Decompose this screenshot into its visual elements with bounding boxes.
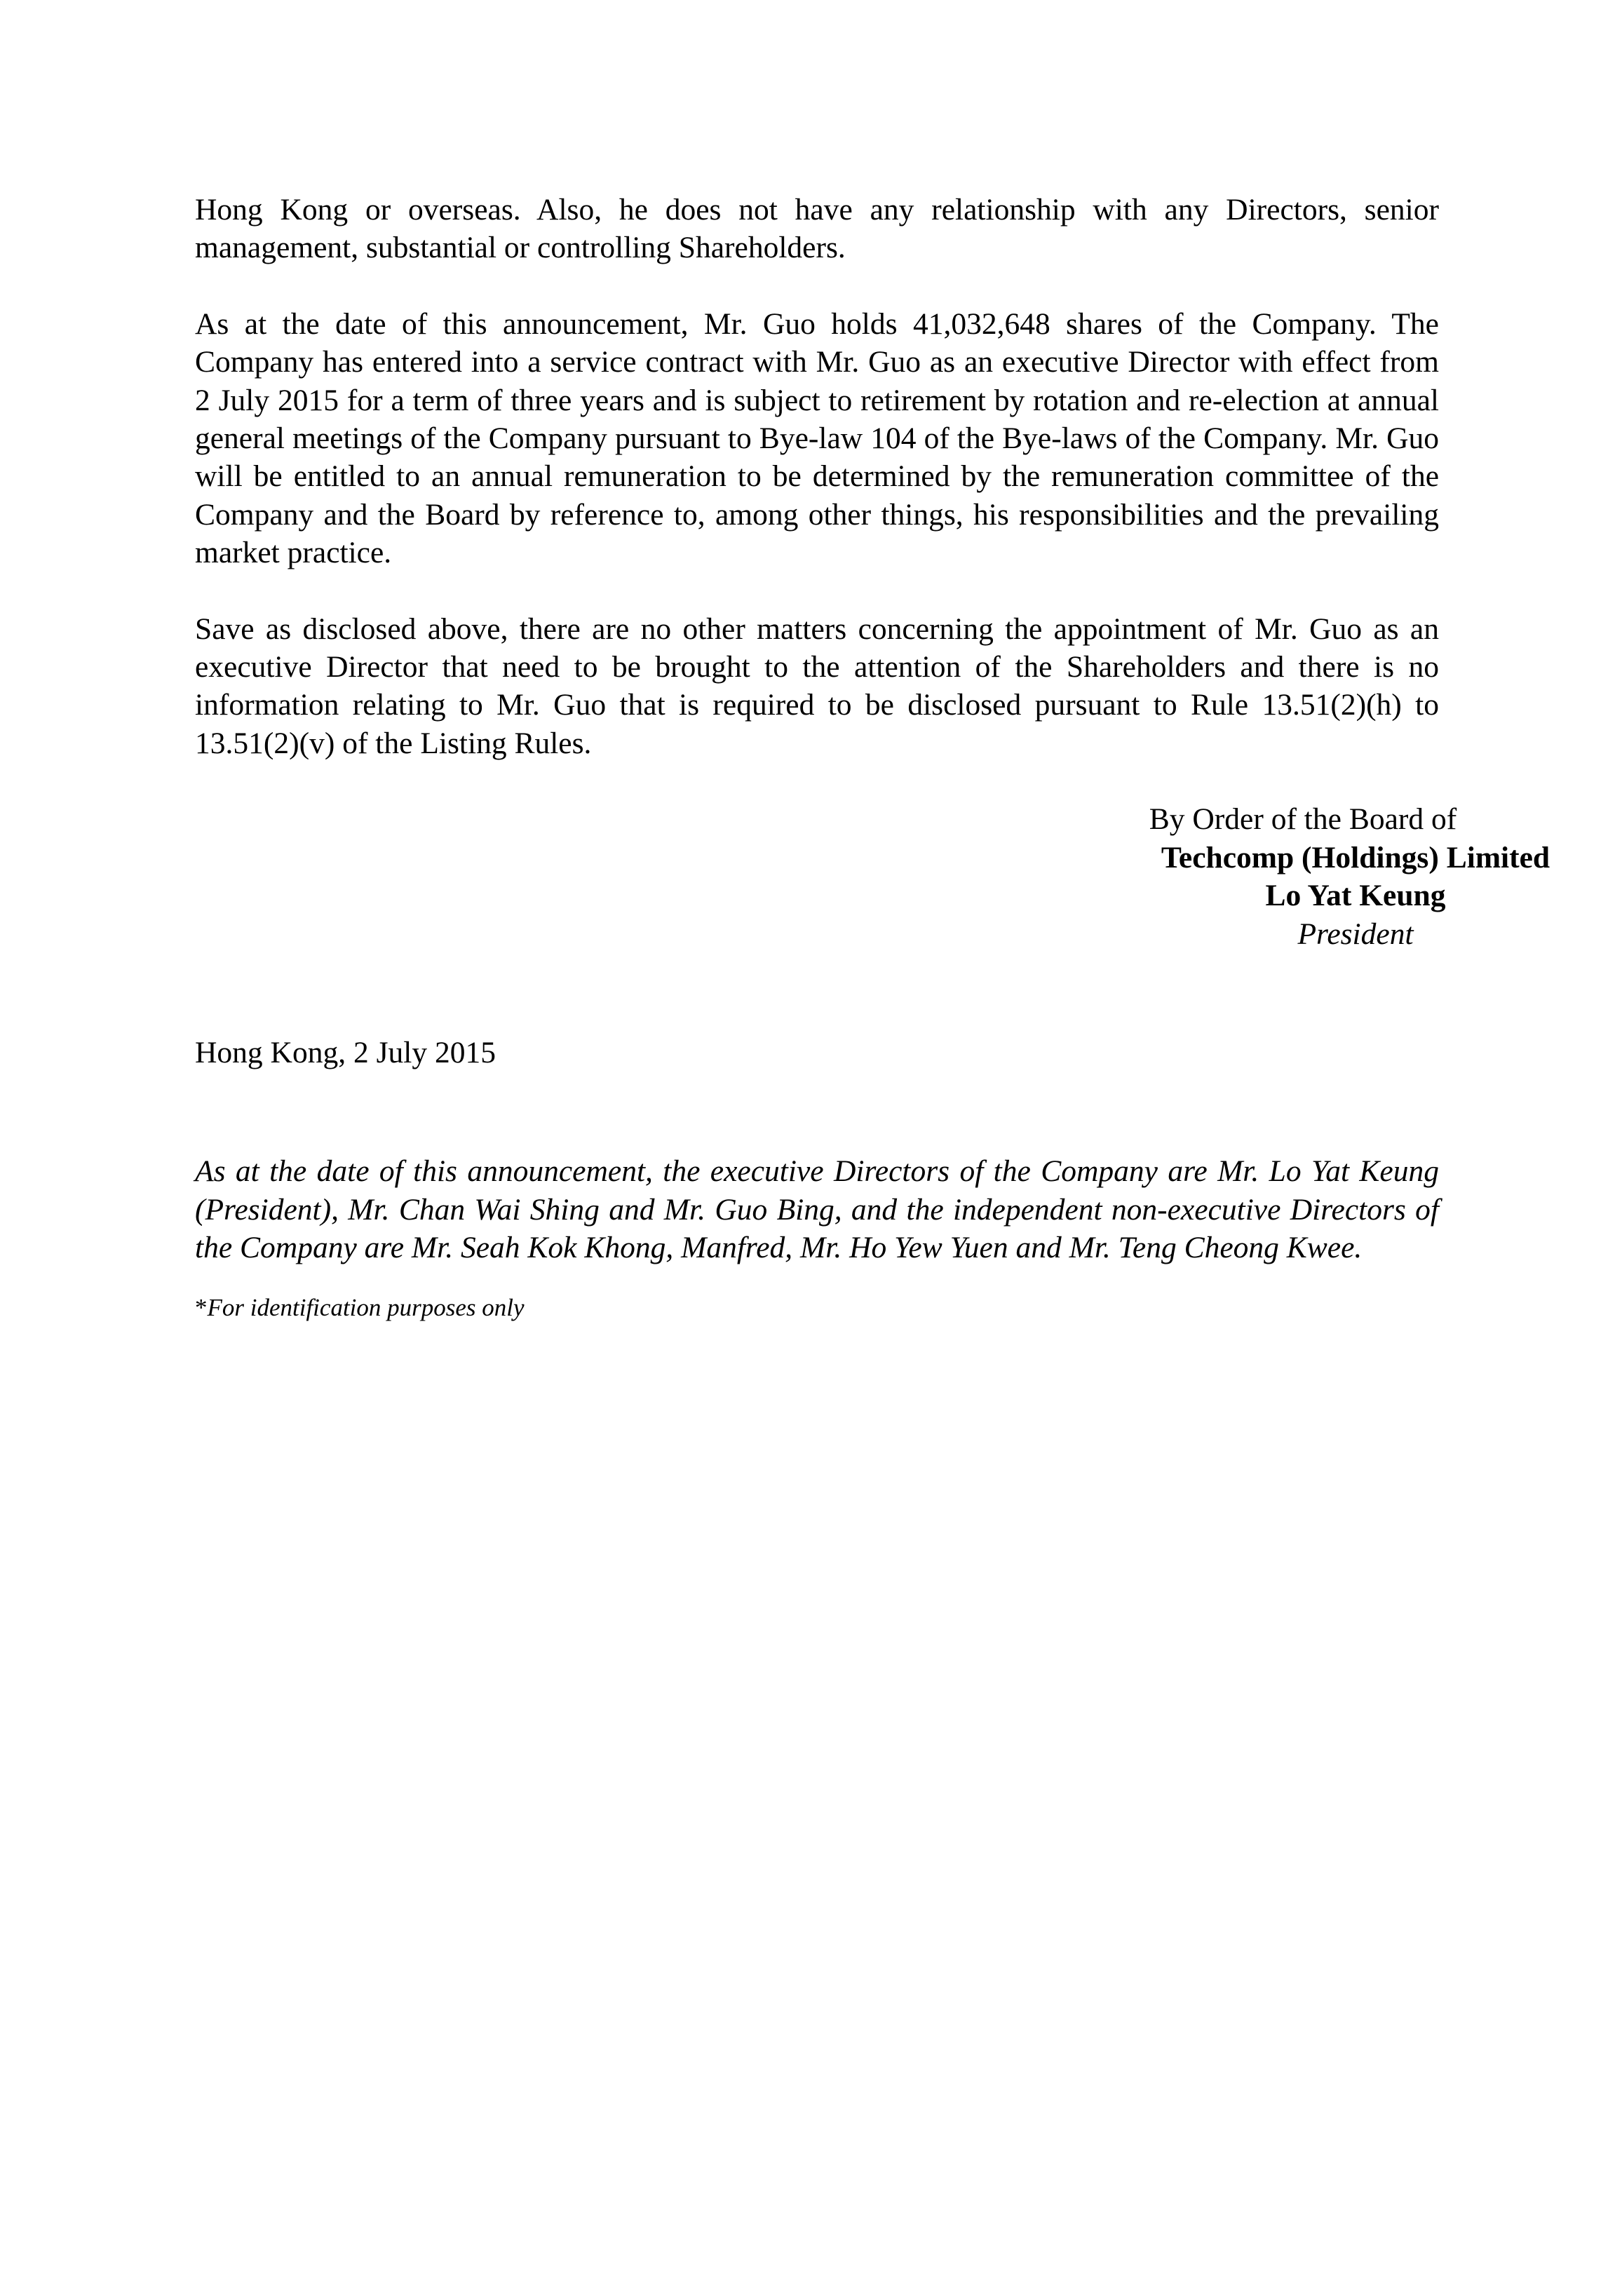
signature-title: President — [1297, 917, 1414, 951]
signature-name: Lo Yat Keung — [1265, 879, 1446, 913]
directors-statement: As at the date of this announcement, the executive Directors of the Company are Mr. Lo Yat Keung (President), Mr. Chan Wai Shing and Mr. Guo Bing, and the independent non-executive Directors of the Company are Mr. Seah Kok Khong, Manfred, Mr. Ho Yew Yuen and Mr. Teng Cheong Kwee. — [195, 1154, 1439, 1265]
signature-block — [900, 800, 1622, 953]
signature-company: Techcomp (Holdings) Limited — [1161, 840, 1550, 874]
place-and-date: Hong Kong, 2 July 2015 — [195, 1035, 496, 1069]
paragraph-disclosure: Save as disclosed above, there are no other matters concerning the appointment of Mr. Guo as an executive Director that need to be brought to the attention of the Shareholders and there is no information relating to Mr. Guo that is required to be disclosed pursuant to Rule 13.51(2)(h) to 13.51(2)(v) of the Listing Rules. — [195, 612, 1439, 760]
footnote-marker: * — [195, 1293, 208, 1321]
footnote — [195, 1292, 1439, 1323]
paragraph-relationship: Hong Kong or overseas. Also, he does not have any relationship with any Directors, senior management, substantial or controlling Shareholders. — [195, 193, 1439, 265]
paragraph-shareholding-service-contract: As at the date of this announcement, Mr. Guo holds 41,032,648 shares of the Company. The Company has entered into a service contract with Mr. Guo as an executive Director with effect from 2 July 2015 for a term of three years and is subject to retirement by rotation and re-election at annual general meetings of the Company pursuant to Bye-law 104 of the Bye-laws of the Company. Mr. Guo will be entitled to an annual remuneration to be determined by the remuneration committee of the Company and the Board by reference to, among other things, his responsibilities and the prevailing market practice. — [195, 306, 1439, 570]
document-body — [195, 191, 1550, 1323]
signature-intro: By Order of the Board of — [1149, 802, 1457, 837]
footnote-text: For identification purposes only — [207, 1293, 525, 1321]
